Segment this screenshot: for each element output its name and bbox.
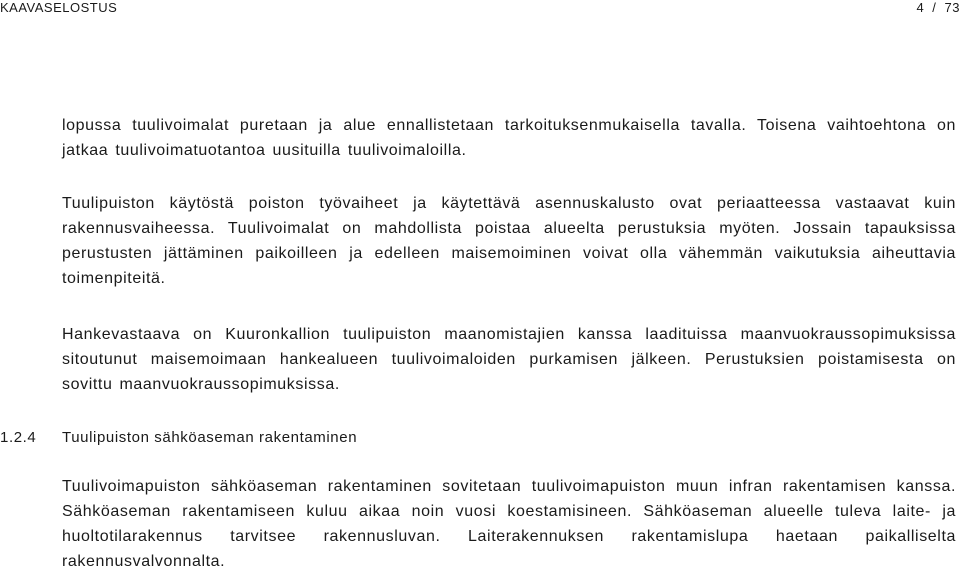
paragraph-text: Tuulivoimapuiston sähköaseman rakentaminen sovitetaan tuulivoimapuiston muun infran rakentamisen kanssa. Sähköaseman rakentamiseen kuluu aikaa noin vuosi koestamisineen. Sähköaseman alueelle tuleva laite- ja huoltotilarakennus tarvitsee rakennusluvan. Laiterakennuksen rakentamislupa haetaan paikalliselta rakennusvalvonnalta. (62, 478, 956, 570)
paragraph-decommissioning-end (62, 113, 956, 163)
paragraph-text: Tuulipuiston käytöstä poiston työvaiheet ja käytettävä asennuskalusto ovat periaatteessa vastaavat kuin rakennusvaiheessa. Tuulivoimalat on mahdollista poistaa alueelta perustuksia myöten. Jossain tapauksissa perustusten jättäminen paikoilleen ja edelleen maisemoiminen voivat olla vähemmän vaikutuksia aiheuttavia toimenpiteitä. (62, 195, 956, 287)
paragraph-text: lopussa tuulivoimalat puretaan ja alue ennallistetaan tarkoituksenmukaisella tavalla. Toisena vaihtoehtona on jatkaa tuulivoimatuotantoa uusituilla tuulivoimaloilla. (62, 117, 956, 159)
section-heading-title: Tuulipuiston sähköaseman rakentaminen (62, 429, 358, 446)
page-number: 4 / 73 (916, 0, 960, 15)
paragraph-text: Hankevastaava on Kuuronkallion tuulipuiston maanomistajien kanssa laadituissa maanvuokraussopimuksissa sitoutunut maisemoimaan hankealueen tuulivoimaloiden purkamisen jälkeen. Perustuksien poistamisesta on sovittu maanvuokraussopimuksissa. (62, 326, 956, 393)
section-heading-number: 1.2.4 (0, 429, 37, 446)
paragraph-decommissioning-phases (62, 191, 956, 291)
paragraph-land-lease-agreements (62, 322, 956, 397)
paragraph-substation-construction (62, 474, 956, 574)
page-header (0, 0, 960, 16)
document-section-label: KAAVASELOSTUS (0, 0, 118, 15)
